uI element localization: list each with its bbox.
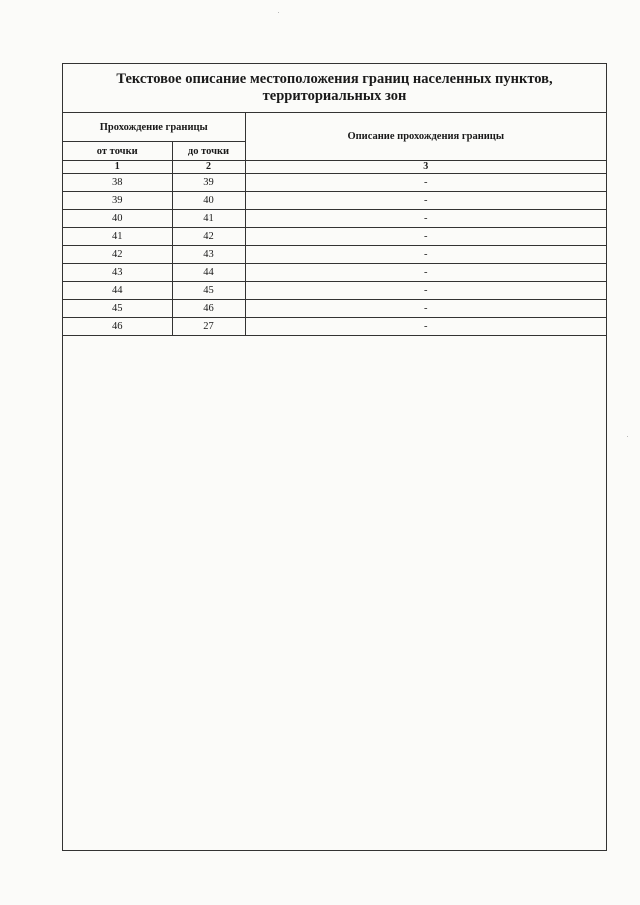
description-cell: - — [245, 210, 606, 228]
description-cell: - — [245, 174, 606, 192]
header-boundary-passage: Прохождение границы — [63, 113, 245, 142]
description-cell: - — [245, 192, 606, 210]
header-to-point: до точки — [172, 142, 245, 161]
description-cell: - — [245, 246, 606, 264]
description-cell: - — [245, 228, 606, 246]
header-description: Описание прохождения границы — [245, 113, 606, 161]
from-point-cell: 38 — [63, 174, 172, 192]
from-point-cell: 39 — [63, 192, 172, 210]
description-cell: - — [245, 282, 606, 300]
from-point-cell: 46 — [63, 318, 172, 336]
table-row — [63, 192, 606, 210]
to-point-cell: 40 — [172, 192, 245, 210]
description-cell: - — [245, 264, 606, 282]
to-point-cell: 43 — [172, 246, 245, 264]
to-point-cell: 45 — [172, 282, 245, 300]
to-point-cell: 44 — [172, 264, 245, 282]
table-row — [63, 210, 606, 228]
document-title: Текстовое описание местоположения границ населенных пунктов, территориальных зон — [63, 64, 606, 113]
to-point-cell: 27 — [172, 318, 245, 336]
from-point-cell: 44 — [63, 282, 172, 300]
column-number-2: 2 — [172, 161, 245, 174]
boundary-table — [63, 113, 606, 336]
table-row — [63, 300, 606, 318]
table-row — [63, 246, 606, 264]
description-cell: - — [245, 318, 606, 336]
table-row — [63, 228, 606, 246]
table-row — [63, 282, 606, 300]
table-row — [63, 318, 606, 336]
to-point-cell: 39 — [172, 174, 245, 192]
from-point-cell: 42 — [63, 246, 172, 264]
from-point-cell: 45 — [63, 300, 172, 318]
description-cell: - — [245, 300, 606, 318]
from-point-cell: 41 — [63, 228, 172, 246]
to-point-cell: 46 — [172, 300, 245, 318]
header-from-point: от точки — [63, 142, 172, 161]
scan-speck — [278, 12, 279, 13]
to-point-cell: 41 — [172, 210, 245, 228]
table-row — [63, 264, 606, 282]
column-number-3: 3 — [245, 161, 606, 174]
from-point-cell: 43 — [63, 264, 172, 282]
table-row — [63, 174, 606, 192]
column-number-1: 1 — [63, 161, 172, 174]
to-point-cell: 42 — [172, 228, 245, 246]
from-point-cell: 40 — [63, 210, 172, 228]
document-frame — [62, 63, 607, 851]
scan-speck — [627, 436, 628, 437]
